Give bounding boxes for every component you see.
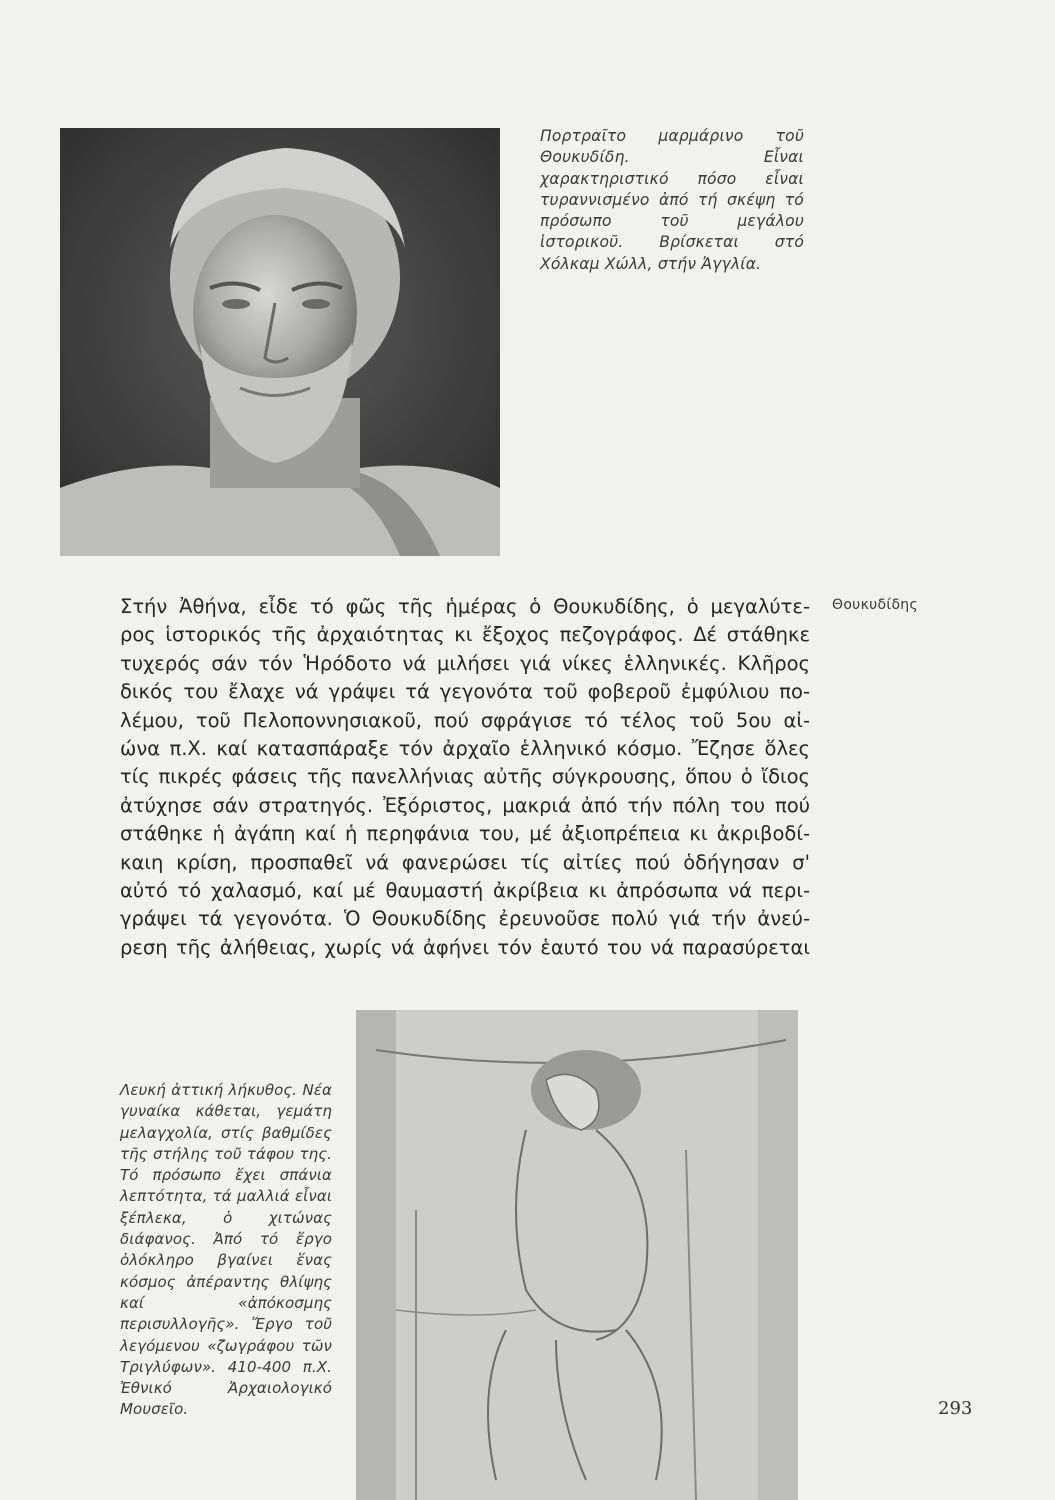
body-line: γράψει τά γεγονότα. Ὁ Θουκυδίδης ἐρευνοῦσε πολύ γιά τήν ἀνεύ- (120, 907, 810, 931)
page-number: 293 (938, 1398, 973, 1419)
body-line: ρεση τῆς ἀλήθειας, χωρίς νά ἀφήνει τόν ἑαυτό του νά παρασύρεται (120, 935, 810, 959)
body-line: αὐτό τό χαλασμό, καί μέ θαυμαστή ἀκρίβεια κι ἀπρόσωπα νά περι- (120, 879, 810, 903)
body-line: τυχερός σάν τόν Ἡρόδοτο νά μιλήσει γιά νίκες ἑλληνικές. Κλῆρος (120, 651, 810, 675)
lekythos-caption: Λευκή ἀττική λήκυθος. Νέα γυναίκα κάθεται, γεμάτη μελαγχολία, στίς βαθμίδες τῆς στήλης τοῦ τάφου της. Τό πρόσωπο ἔχει σπάνια λεπτότητα, τά μαλλιά εἶναι ξέπλεκα, ὁ χιτώνας διάφανος. Ἀπό τό ἔργο ὁλόκληρο βγαίνει ἕνας κόσμος ἀπέραντης θλίψης καί «ἀπόκοσμης περισυλλογῆς». Ἔργο τοῦ λεγόμενου «ζωγράφου τῶν Τριγλύφων». 410-400 π.Χ. Ἐθνικό Ἀρχαιολογικό Μουσεῖο. (120, 1081, 332, 1419)
body-line: ἀτύχησε σάν στρατηγός. Ἐξόριστος, μακριά ἀπό τήν πόλη του πού (120, 793, 810, 817)
thucydides-bust-photo (60, 128, 500, 556)
body-line: ρος ἱστορικός τῆς ἀρχαιότητας κι ἔξοχος πεζογράφος. Δέ στάθηκε (120, 623, 810, 647)
portrait-caption: Πορτραῖτο μαρμάρινο τοῦ Θουκυδίδη. Εἶναι χαρακτηριστικό πόσο εἶναι τυραννισμένο ἀπό τή σκέψη τό πρόσωπο τοῦ μεγάλου ἱστορικοῦ. Βρίσκεται στό Χόλκαμ Χώλλ, στήν Ἀγγλία. (540, 127, 804, 273)
body-line: στάθηκε ἡ ἀγάπη καί ἡ περηφάνια του, μέ ἀξιοπρέπεια κι ἀκριβοδί- (120, 822, 810, 846)
body-line: ώνα π.Χ. καί κατασπάραξε τόν ἀρχαῖο ἑλληνικό κόσμο. Ἔζησε ὅλες (120, 737, 810, 761)
margin-note: Θουκυδίδης (832, 597, 918, 613)
lekythos-photo (356, 1010, 798, 1500)
body-line: καιη κρίση, προσπαθεῖ νά φανερώσει τίς αἰτίες πού ὁδήγησαν σ' (120, 850, 810, 874)
body-line: λέμου, τοῦ Πελοποννησιακοῦ, πού σφράγισε τό τέλος τοῦ 5ου αἰ- (120, 708, 810, 732)
main-paragraph (120, 593, 810, 962)
body-line: Στήν Ἀθήνα, εἶδε τό φῶς τῆς ἡμέρας ὁ Θουκυδίδης, ὁ μεγαλύτε- (120, 595, 810, 618)
body-line: δικός του ἔλαχε νά γράψει τά γεγονότα τοῦ φοβεροῦ ἐμφύλιου πο- (120, 680, 810, 704)
body-line: τίς πικρές φάσεις τῆς πανελλήνιας αὐτῆς σύγκρουσης, ὅπου ὁ ἴδιος (120, 765, 810, 789)
